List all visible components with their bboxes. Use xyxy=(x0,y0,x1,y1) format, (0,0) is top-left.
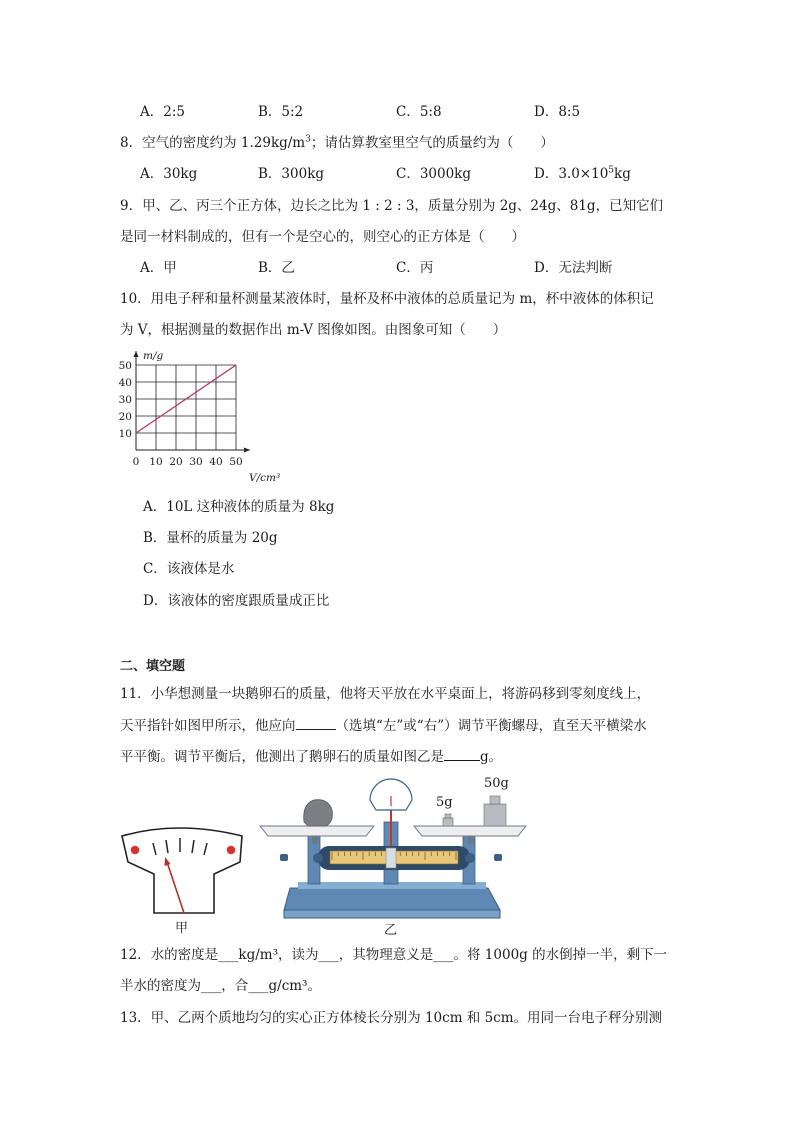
x-tick-label: 40 xyxy=(209,456,223,468)
y-tick-label: 30 xyxy=(118,394,132,406)
q13-stem-line1: 13．甲、乙两个质地均匀的实心正方体棱长分别为 10cm 和 5cm。用同一台电子秤分别测 xyxy=(120,1010,663,1026)
figure-label-jia: 甲 xyxy=(175,921,189,936)
q7-option-b: B．5:2 xyxy=(258,104,304,120)
q8-option-a: A．30kg xyxy=(140,166,198,182)
q9-option-d: D．无法判断 xyxy=(534,260,613,276)
graph-x-axis-label: V/cm³ xyxy=(249,472,281,484)
graph-y-axis-label: m/g xyxy=(143,350,164,362)
q10-option-b: B．量杯的质量为 20g xyxy=(143,530,278,546)
answer-blank xyxy=(444,746,480,761)
x-tick-label: 10 xyxy=(149,456,163,468)
graph-ticks xyxy=(119,360,243,468)
y-tick-label: 20 xyxy=(118,411,132,423)
balance-figure xyxy=(118,770,538,938)
q7-option-d: D．8:5 xyxy=(534,104,581,120)
q9-option-b: B．乙 xyxy=(258,260,295,276)
q10-stem-line2: 为 V，根据测量的数据作出 m-V 图像如图。由图象可知（ ） xyxy=(120,322,507,338)
q8-option-d: D．$3.0\times 10^5kg$ xyxy=(534,165,631,182)
weight-50g-label: 50g xyxy=(484,776,509,791)
q8-option-b: B．300kg xyxy=(258,166,325,182)
y-tick-label: 10 xyxy=(118,428,132,440)
answer-blank xyxy=(296,715,336,730)
q10-stem-line1: 10．用电子秤和量杯测量某液体时，量杯及杯中液体的总质量记为 m，杯中液体的体积记 xyxy=(120,291,654,307)
x-tick-label: 50 xyxy=(229,456,243,468)
q11-stem-line1: 11．小华想测量一块鹅卵石的质量，他将天平放在水平桌面上，将游码移到零刻度线上， xyxy=(120,686,651,702)
x-tick-label: 20 xyxy=(169,456,183,468)
section-heading: 二、填空题 xyxy=(120,659,186,674)
q9-stem-line1: 9．甲、乙、丙三个正方体，边长之比为 1 : 2 : 3，质量分别为 2g、24g、81g，已知它们 xyxy=(120,198,664,214)
y-tick-label: 50 xyxy=(118,360,132,372)
y-axis-arrow xyxy=(134,351,139,357)
q7-option-c: C．5:8 xyxy=(396,104,442,120)
figure-label-yi: 乙 xyxy=(384,923,398,938)
q7-options xyxy=(120,102,680,122)
q8-stem: 8．空气的密度约为 $1.29kg/m^3$；请估算教室里空气的质量约为（ ） xyxy=(120,134,554,151)
x-axis-arrow xyxy=(244,448,250,453)
graph-axes xyxy=(134,351,251,453)
q10-option-a: A．10L 这种液体的质量为 8kg xyxy=(143,499,335,515)
q8-option-c: C．3000kg xyxy=(396,166,472,182)
q7-option-a: A．2:5 xyxy=(140,104,185,120)
q12-stem-line2: 半水的密度为___，合___g/cm³。 xyxy=(120,978,321,994)
q11-stem-line3: 平平衡。调节平衡后，他测出了鹅卵石的质量如图乙是 g。 xyxy=(120,746,502,767)
q9-option-a: A．甲 xyxy=(140,260,177,276)
x-tick-label: 0 xyxy=(132,456,140,468)
q9-options xyxy=(120,258,680,278)
q12-stem-line1: 12．水的密度是___kg/m³，读为___，其物理意义是___。将 1000g 的水倒掉一半，剩下一 xyxy=(120,947,668,963)
graph-grid xyxy=(136,365,236,450)
x-tick-label: 30 xyxy=(189,456,203,468)
q9-stem-line2: 是同一材料制成的，但有一个是空心的，则空心的正方体是（ ） xyxy=(120,229,525,245)
q10-option-c: C．该液体是水 xyxy=(143,561,235,577)
q11-stem-line2: 天平指针如图甲所示，他应向 （选填“左”或“右”）调节平衡螺母，直至天平横梁水 xyxy=(120,715,647,736)
pointer-scale-diagram xyxy=(122,828,242,936)
y-tick-label: 40 xyxy=(118,377,132,389)
q10-option-d: D．该液体的密度跟质量成正比 xyxy=(143,593,330,609)
q8-options xyxy=(120,164,680,184)
balance-diagram xyxy=(260,776,526,938)
q9-option-c: C．丙 xyxy=(396,260,434,276)
mv-graph xyxy=(118,347,281,487)
weight-5g-label: 5g xyxy=(436,795,453,810)
